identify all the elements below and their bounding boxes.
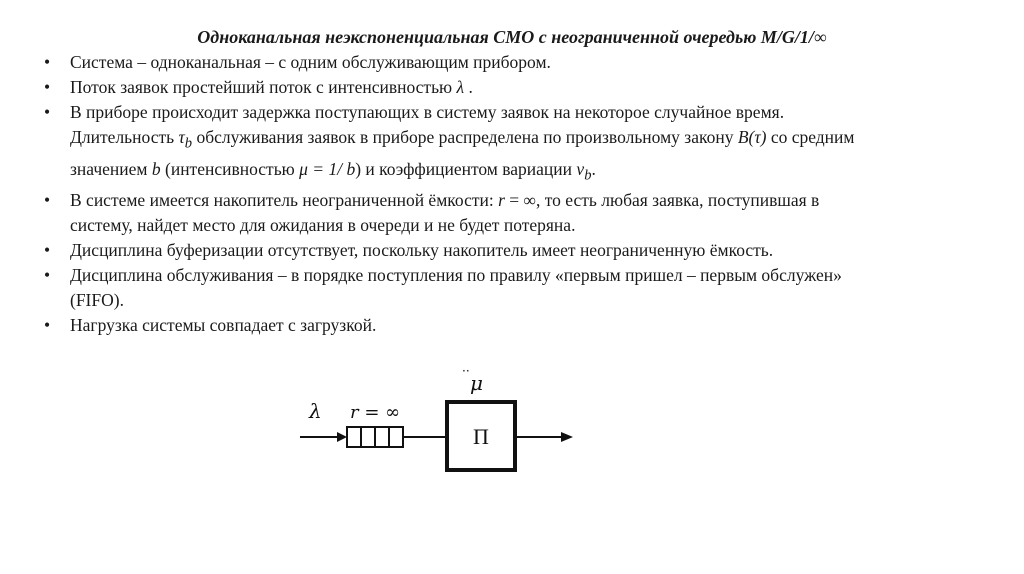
mu-formula: μ = 1/ b [299,158,356,179]
tau-symbol: τ [178,127,185,147]
variation-subscript: b [584,167,592,183]
bullet-text: . [591,158,596,179]
mean-symbol: b [151,158,161,179]
service-rate-dots: ·· [462,364,470,378]
bullet-item [44,50,984,75]
bullet-text-end: . [464,77,473,97]
bullet-list [44,50,984,338]
bullet-text: В приборе происходит задержка поступающих в систему заявок на некоторое случайное время. [70,102,785,122]
server-label: П [473,424,489,449]
bullet-text: Нагрузка системы совпадает с загрузкой. [70,315,377,335]
bullet-text: (FIFO). [70,290,124,310]
bullet-item [44,238,984,263]
queue-capacity-label: r = ∞ [350,402,401,423]
bullet-text: Дисциплина обслуживания – в порядке поступления по правилу «первым пришел – первым обслужен» [70,265,842,285]
bullet-text: значением [70,158,152,179]
slide-title: Одноканальная неэкспоненциальная СМО с неограниченной очередью M/G/1/∞ [197,27,827,47]
bullet-text: систему, найдет место для ожидания в очереди и не будет потеряна. [70,215,576,235]
bullet-text: Поток заявок простейший поток с интенсивностью [70,77,457,97]
queue-diagram [295,360,595,480]
bullet-text: Длительность [70,127,179,147]
bullet-item [44,313,984,338]
bullet-text: ) и коэффициентом вариации [355,158,577,179]
lambda-symbol: λ [456,77,465,97]
output-arrow-head [561,432,573,442]
input-rate-label: λ [309,399,322,423]
bullet-item [44,188,984,238]
input-arrow-head [337,432,347,442]
bullet-text: Дисциплина буферизации отсутствует, поскольку накопитель имеет неограниченную ёмкость. [70,240,774,260]
bullet-item [44,100,984,188]
r-symbol: r [498,190,505,210]
tau-subscript: b [184,135,193,152]
bullet-text: Система – одноканальная – с одним обслуживающим прибором. [70,52,551,72]
bullet-text: обслуживания заявок в приборе распределена по произвольному закону [192,127,738,147]
bullet-text: (интенсивностью [160,158,300,179]
variation-symbol: v [576,158,585,179]
bullet-text: В системе имеется накопитель неограниченной ёмкости: [70,190,499,210]
bullet-item [44,75,984,100]
service-rate-label: μ [470,371,483,395]
bullet-item [44,263,984,313]
bullet-text: = ∞, то есть любая заявка, поступившая в [504,190,820,210]
distribution-symbol: B(τ) [737,127,767,147]
bullet-text: со средним [766,127,855,147]
